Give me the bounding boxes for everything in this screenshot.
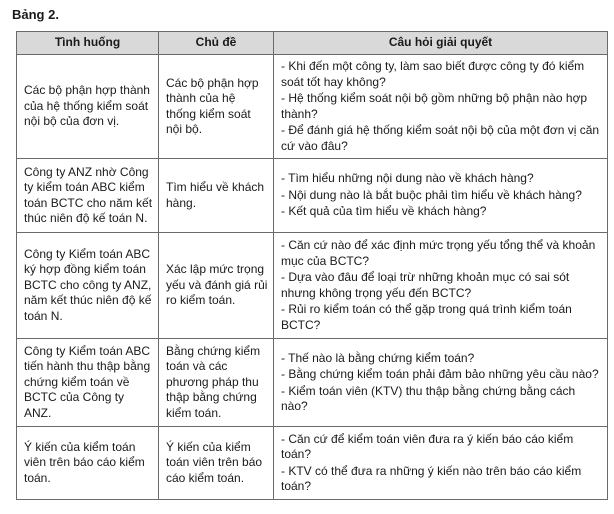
situation-cell: Công ty Kiểm toán ABC tiến hành thu thập bằng chứng kiểm toán về BCTC của Công ty ANZ. bbox=[17, 339, 159, 427]
topic-cell: Xác lập mức trọng yếu và đánh giá rủi ro kiểm toán. bbox=[159, 233, 274, 339]
topic-cell: Các bộ phận hợp thành của hệ thống kiểm soát nội bộ. bbox=[159, 55, 274, 159]
questions-cell bbox=[274, 233, 608, 339]
table-row bbox=[17, 233, 608, 339]
question-item: - Tìm hiểu những nội dung nào về khách hàng? bbox=[281, 171, 534, 186]
table-caption: Bảng 2. bbox=[12, 7, 59, 22]
question-item: - Kết quả của tìm hiểu về khách hàng? bbox=[281, 204, 487, 219]
situation-cell: Ý kiến của kiểm toán viên trên báo cáo kiểm toán. bbox=[17, 427, 159, 500]
cases-table bbox=[16, 31, 608, 500]
header-questions: Câu hỏi giải quyết bbox=[274, 32, 608, 55]
question-item: - Thế nào là bằng chứng kiểm toán? bbox=[281, 350, 475, 365]
table-header-row bbox=[17, 32, 608, 55]
question-item: - Bằng chứng kiểm toán phải đảm bảo những yêu cầu nào? bbox=[281, 367, 599, 381]
header-topic: Chủ đề bbox=[159, 32, 274, 55]
questions-cell bbox=[274, 55, 608, 159]
topic-cell: Ý kiến của kiểm toán viên trên báo cáo kiểm toán. bbox=[159, 427, 274, 500]
question-item: - Hệ thống kiểm soát nội bộ gồm những bộ phận nào hợp thành? bbox=[281, 91, 588, 121]
situation-cell: Công ty ANZ nhờ Công ty kiểm toán ABC kiểm toán BCTC cho năm kết thúc niên độ kế toán N. bbox=[17, 159, 159, 233]
question-item: - Nội dung nào là bắt buộc phải tìm hiểu về khách hàng? bbox=[281, 187, 582, 202]
table-row bbox=[17, 427, 608, 500]
question-item: - Khi đến một công ty, làm sao biết được công ty đó kiểm soát tốt hay không? bbox=[281, 59, 585, 89]
question-item: - KTV có thể đưa ra những ý kiến nào trên báo cáo kiểm toán? bbox=[281, 463, 582, 493]
question-item: - Để đánh giá hệ thống kiểm soát nội bộ của một đơn vị căn cứ vào đâu? bbox=[281, 123, 600, 153]
questions-cell bbox=[274, 427, 608, 500]
question-item: - Dựa vào đâu để loại trừ những khoản mục có sai sót nhưng không trọng yếu đến BCTC? bbox=[281, 270, 570, 300]
question-item: - Kiểm toán viên (KTV) thu thập bằng chứng bằng cách nào? bbox=[281, 383, 576, 413]
situation-cell: Các bộ phận hợp thành của hệ thống kiểm soát nội bộ của đơn vị. bbox=[17, 55, 159, 159]
topic-cell: Tìm hiểu về khách hàng. bbox=[159, 159, 274, 233]
question-item: - Căn cứ nào để xác định mức trọng yếu tổng thể và khoản mục của BCTC? bbox=[281, 238, 596, 268]
table-row bbox=[17, 55, 608, 159]
table-row bbox=[17, 339, 608, 427]
questions-cell bbox=[274, 339, 608, 427]
question-item: - Rủi ro kiểm toán có thể gặp trong quá trình kiểm toán BCTC? bbox=[281, 302, 572, 332]
header-situation: Tình huống bbox=[17, 32, 159, 55]
topic-cell: Bằng chứng kiểm toán và các phương pháp thu thập bằng chứng kiểm toán. bbox=[159, 339, 274, 427]
table-row bbox=[17, 159, 608, 233]
questions-cell bbox=[274, 159, 608, 233]
question-item: - Căn cứ để kiểm toán viên đưa ra ý kiến báo cáo kiểm toán? bbox=[281, 431, 574, 461]
situation-cell: Công ty Kiểm toán ABC ký hợp đồng kiểm toán BCTC cho công ty ANZ, năm kết thúc niên độ kế toán N. bbox=[17, 233, 159, 339]
